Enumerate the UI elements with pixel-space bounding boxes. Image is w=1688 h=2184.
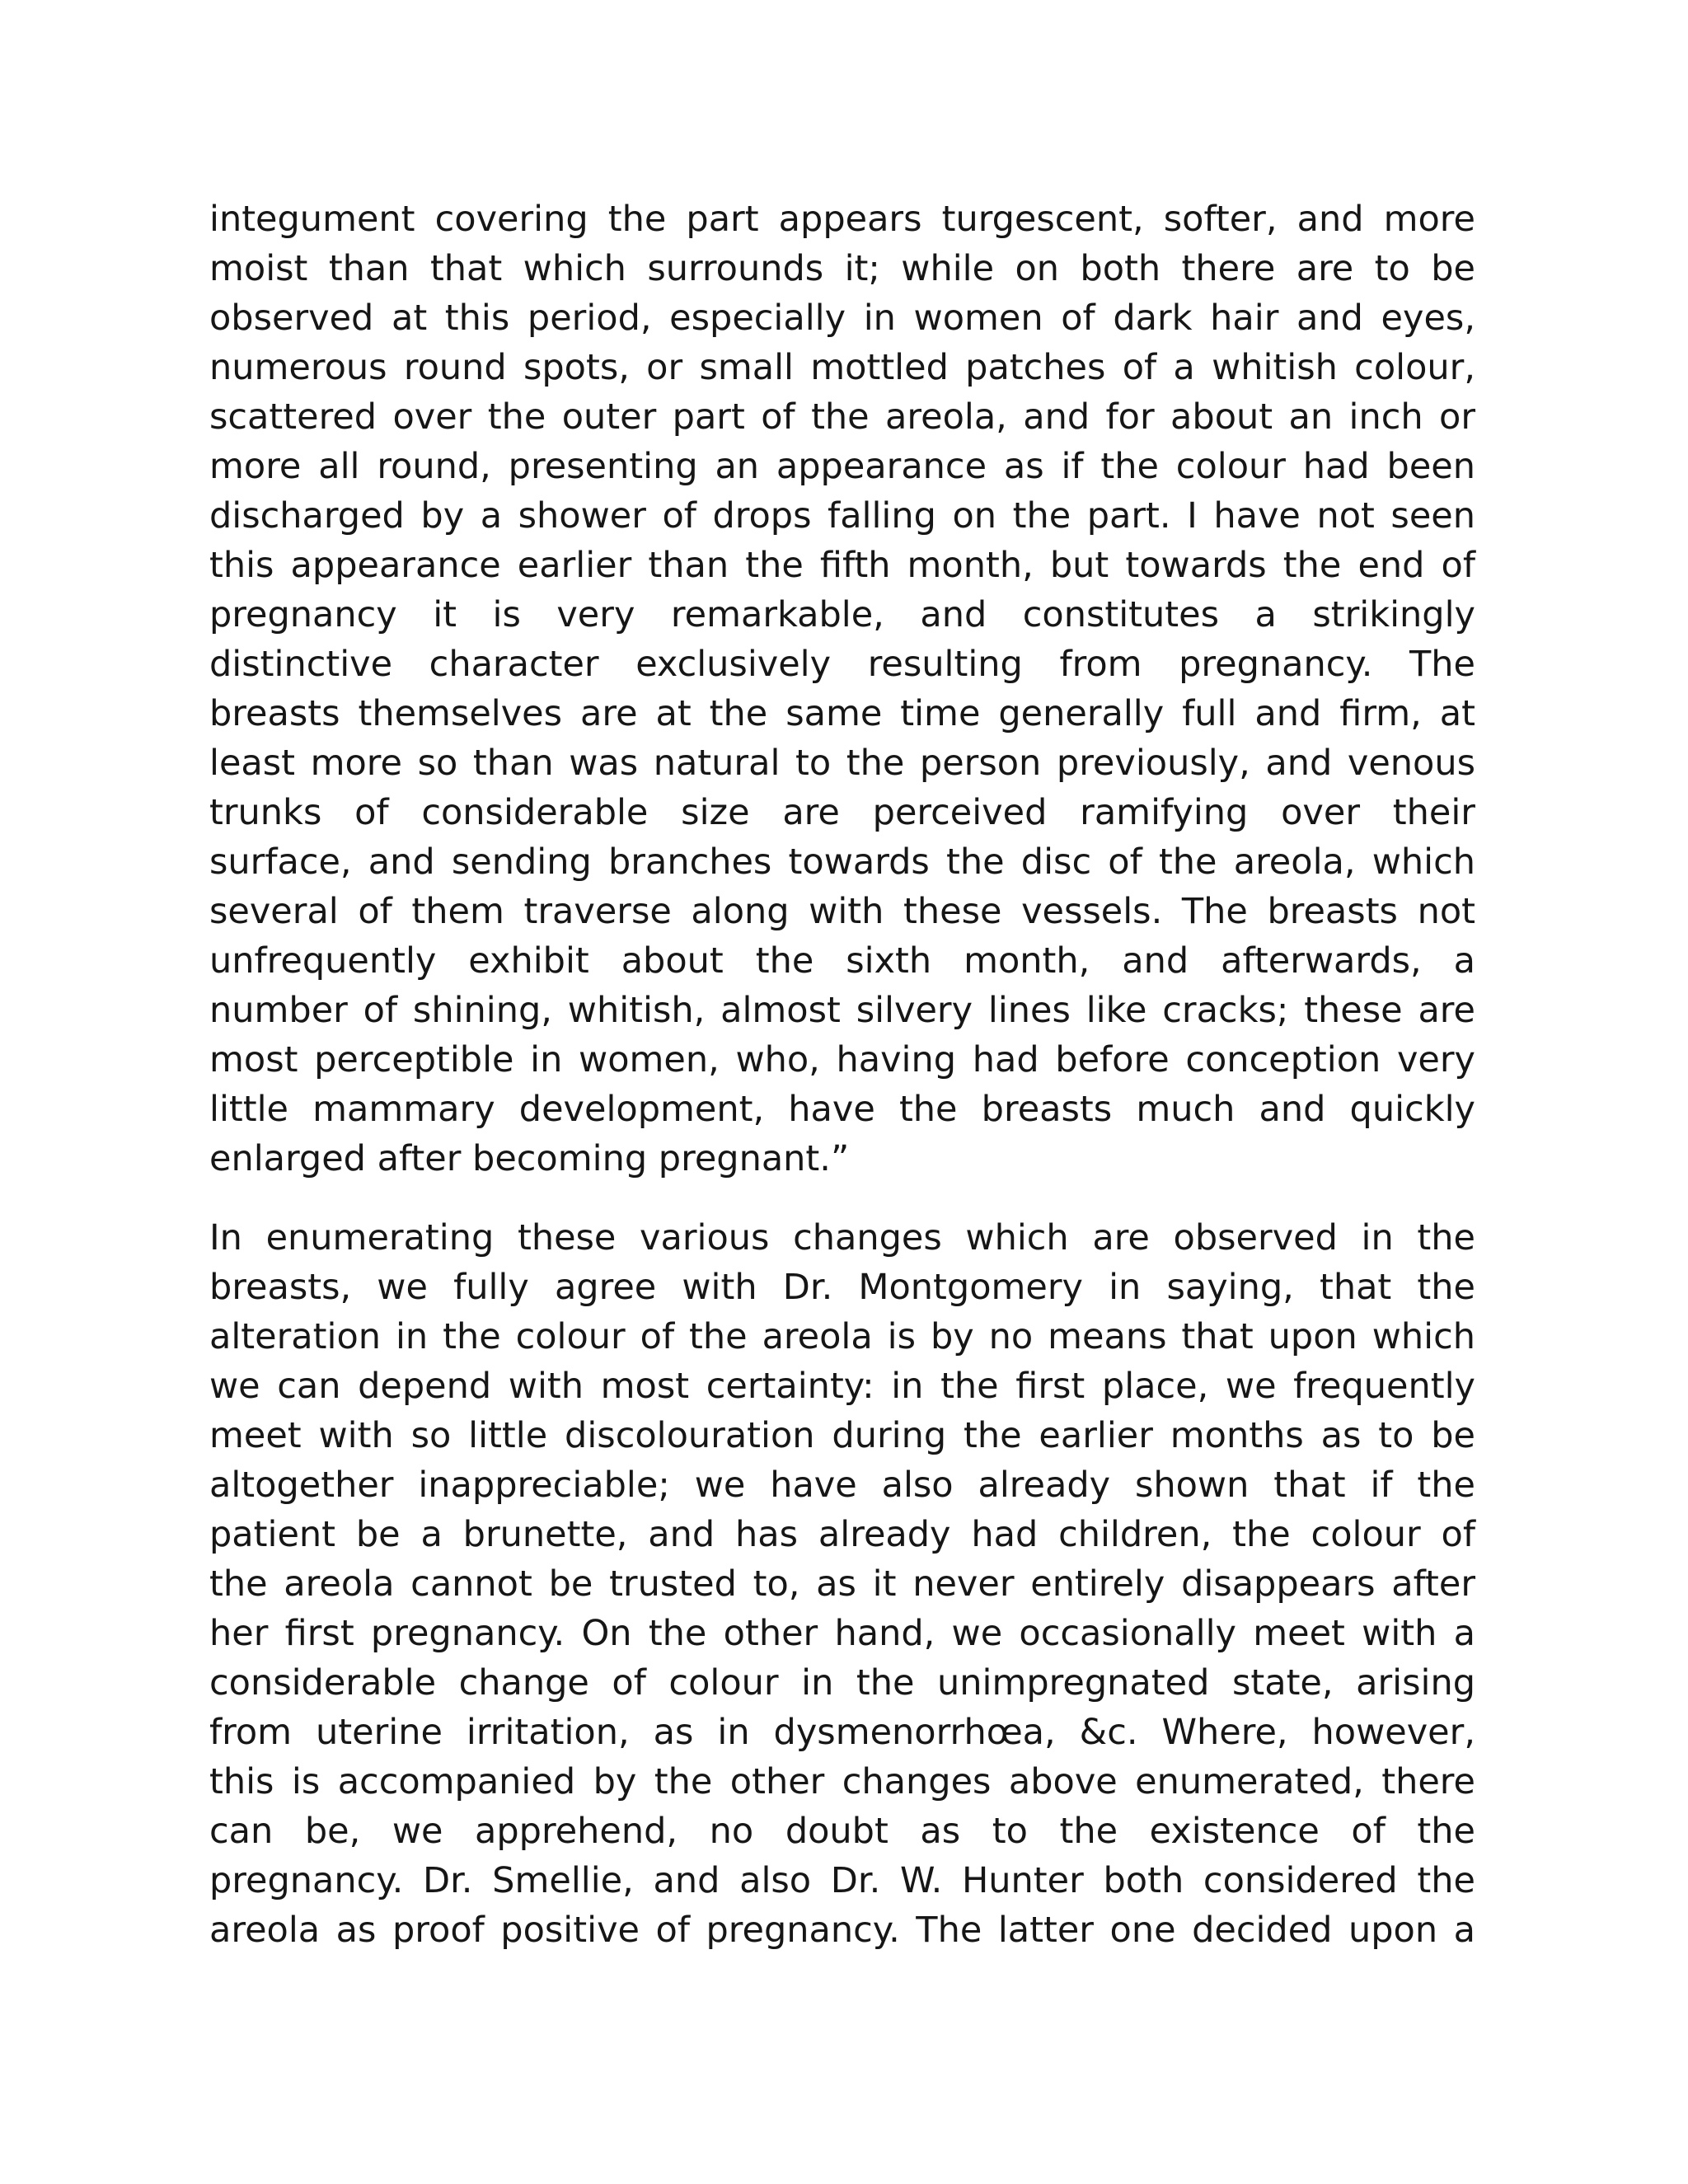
text-line: this is accompanied by the other changes above enumerated, there bbox=[209, 1761, 1475, 1802]
text-line: more all round, presenting an appearance as if the colour had been bbox=[209, 446, 1475, 487]
text-line: altogether inappreciable; we have also already shown that if the bbox=[209, 1465, 1475, 1506]
text-line: can be, we apprehend, no doubt as to the existence of the bbox=[209, 1811, 1475, 1852]
document-page bbox=[209, 194, 1475, 1955]
text-line: breasts, we fully agree with Dr. Montgomery in saying, that the bbox=[209, 1267, 1475, 1308]
text-line: In enumerating these various changes which are observed in the bbox=[209, 1217, 1475, 1258]
text-line: trunks of considerable size are perceived ramifying over their bbox=[209, 792, 1475, 833]
text-line: we can depend with most certainty: in the first place, we frequently bbox=[209, 1366, 1475, 1407]
text-line: observed at this period, especially in women of dark hair and eyes, bbox=[209, 298, 1475, 339]
text-line: meet with so little discolouration during the earlier months as to be bbox=[209, 1415, 1475, 1456]
text-line: areola as proof positive of pregnancy. The latter one decided upon a bbox=[209, 1910, 1475, 1951]
text-line: pregnancy. Dr. Smellie, and also Dr. W. Hunter both considered the bbox=[209, 1860, 1475, 1901]
paragraph-2 bbox=[209, 1213, 1475, 1955]
text-line: most perceptible in women, who, having had before conception very bbox=[209, 1039, 1475, 1080]
text-line: integument covering the part appears turgescent, softer, and more bbox=[209, 199, 1475, 240]
text-line: surface, and sending branches towards the disc of the areola, which bbox=[209, 841, 1475, 883]
text-line: from uterine irritation, as in dysmenorrhœa, &c. Where, however, bbox=[209, 1712, 1475, 1753]
text-line: least more so than was natural to the person previously, and venous bbox=[209, 743, 1475, 784]
text-line: the areola cannot be trusted to, as it never entirely disappears after bbox=[209, 1563, 1475, 1605]
text-line: considerable change of colour in the unimpregnated state, arising bbox=[209, 1662, 1475, 1704]
text-line: distinctive character exclusively resulting from pregnancy. The bbox=[209, 644, 1475, 685]
text-line: moist than that which surrounds it; while on both there are to be bbox=[209, 248, 1475, 289]
text-line: discharged by a shower of drops falling on the part. I have not seen bbox=[209, 495, 1475, 537]
text-line: numerous round spots, or small mottled patches of a whitish colour, bbox=[209, 347, 1475, 388]
text-line: little mammary development, have the breasts much and quickly bbox=[209, 1089, 1475, 1130]
text-line: number of shining, whitish, almost silvery lines like cracks; these are bbox=[209, 990, 1475, 1031]
text-line: scattered over the outer part of the areola, and for about an inch or bbox=[209, 396, 1475, 438]
text-line: her first pregnancy. On the other hand, we occasionally meet with a bbox=[209, 1613, 1475, 1654]
text-line: several of them traverse along with these vessels. The breasts not bbox=[209, 891, 1475, 932]
text-line: breasts themselves are at the same time generally full and firm, at bbox=[209, 693, 1475, 734]
paragraph-1 bbox=[209, 194, 1475, 1183]
text-line: unfrequently exhibit about the sixth month, and afterwards, a bbox=[209, 940, 1475, 982]
text-line: patient be a brunette, and has already had children, the colour of bbox=[209, 1514, 1475, 1555]
text-line: this appearance earlier than the fifth month, but towards the end of bbox=[209, 545, 1475, 586]
text-line: alteration in the colour of the areola is by no means that upon which bbox=[209, 1316, 1475, 1357]
text-line: pregnancy it is very remarkable, and constitutes a strikingly bbox=[209, 594, 1475, 635]
text-line: enlarged after becoming pregnant.” bbox=[209, 1138, 850, 1179]
